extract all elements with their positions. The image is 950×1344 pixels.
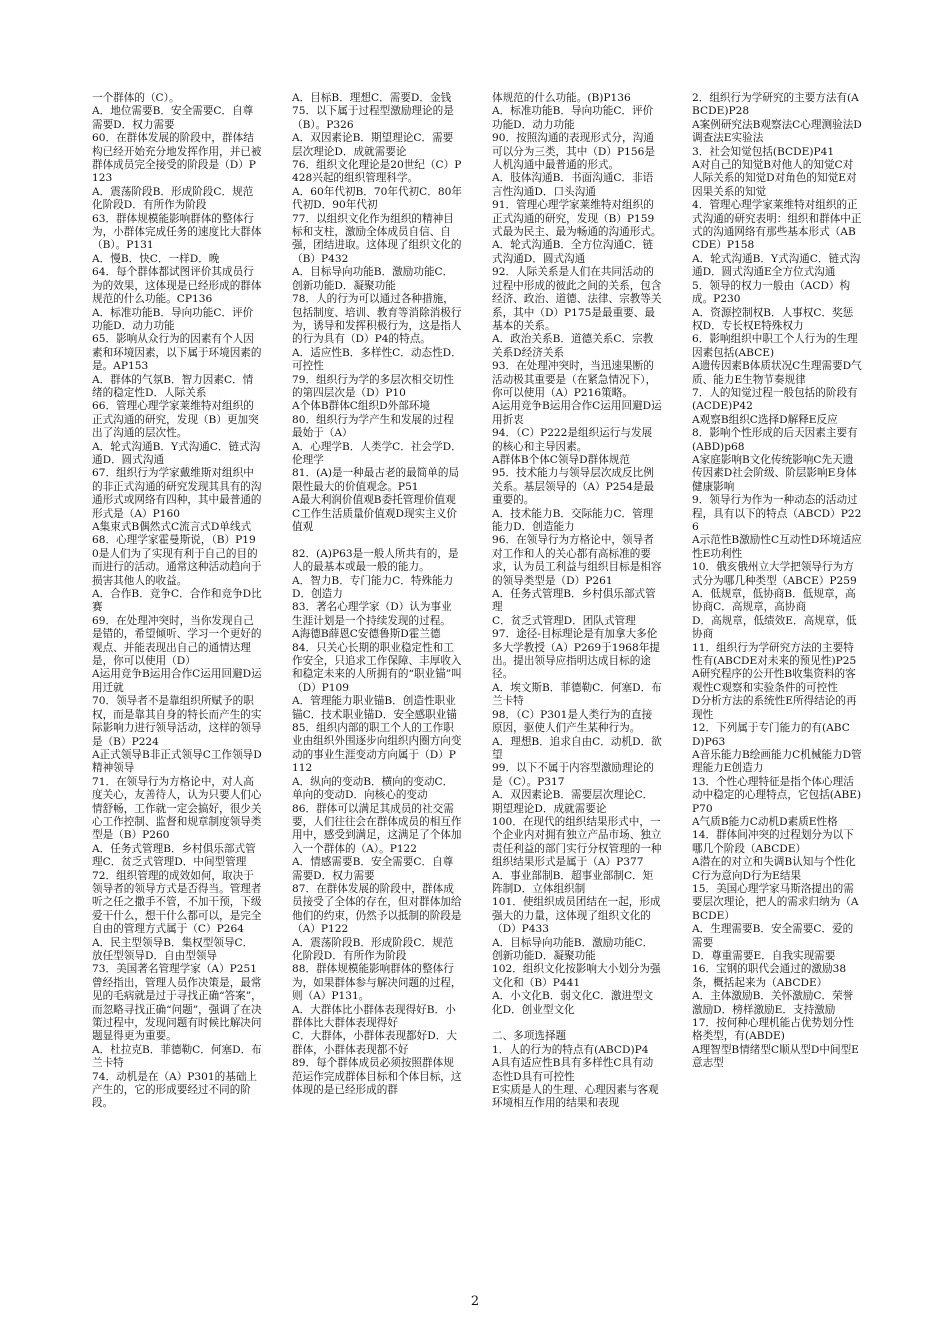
text-line: A理智型B情绪型C顺从型D中间型E意志型	[692, 1043, 859, 1070]
text-line: A家庭影响B文化传统影响C先天遗传因素D社会阶级、阶层影响E身体健康影响	[692, 453, 857, 493]
text-line: A．轮式沟通B．全方位沟通C．链式沟通D．圆式沟通	[492, 239, 654, 265]
text-line: A．轮式沟通B．Y式沟通C．链式沟通D．圆式沟通E全方位式沟通	[692, 252, 861, 279]
text-line: A研究程序的公开性B收集资料的客观性C观察和实验条件的可控性	[692, 668, 856, 694]
text-line: A．低规章，低协商B．低规章，高协商C．高规章，高协商	[692, 588, 856, 614]
text-line: 15．美国心理学家马斯洛提出的需要层次理论，把人的需求归纳为（ABCDE）	[692, 882, 859, 922]
text-line: A观察B组织C选择D解释E反应	[692, 413, 838, 426]
text-line: A．慢B．快C．一样D．晚	[92, 252, 220, 265]
text-line: A．技术能力B．交际能力C．管理能力D．创造能力	[492, 507, 654, 533]
text-line: A．政治关系B．道德关系C．宗教关系D经济关系	[492, 333, 654, 359]
text-line: 100．在现代的组织结果形式中，一个企业内对拥有独立产品市场、独立责任利益的部门实行分权管理的一种组织结果形式是属于（A）P377	[492, 815, 662, 869]
text-line: A．合作B．竞争C．合作和竞争D比赛	[92, 588, 262, 614]
text-line: 88．群体规模能影响群体的整体行为，如果群体参与解决问题的过程，则（A）P131。	[292, 963, 462, 1003]
text-line	[292, 534, 462, 547]
text-line: 69．在处理冲突时，当你发现自己是错的，希望倾听、学习一个更好的观点、并能表现出自己的通情达理是，你可以使用（D）	[92, 614, 262, 668]
text-line: 1．人的行为的特点有(ABCD)P4	[492, 1043, 649, 1056]
text-line: A．震荡阶段B．形成阶段C．规范化阶段D．有所作为阶段	[292, 936, 454, 962]
text-line: A．震荡阶段B．形成阶段C．规范化阶段D．有所作为阶段	[92, 185, 254, 212]
text-line: 96．在领导行为方格论中，领导者对工作和人的关心都有高标准的要求，认为员工利益与组织目标是相容的领导类型是（D）P261	[492, 534, 662, 587]
text-line: C．大群体，小群体表现都好D．大群体，小群体表现都不好	[292, 1030, 457, 1056]
text-line: A．生理需要B．安全需要C．爱的需要	[692, 923, 854, 949]
text-line	[492, 1017, 662, 1030]
text-line: 5．领导的权力一般由（ACD）构成。P230	[692, 279, 851, 306]
text-line: A．资源控制权B．人事权C．奖惩权D．专长权E特殊权力	[692, 306, 854, 332]
text-line: 16．宝钢的职代会通过的激励38条，概括起来为（ABCDE）	[692, 963, 847, 989]
text-line: 83．著名心理学家（D）认为事业生涯计划是一个持续发现的过程。	[292, 601, 452, 627]
text-line: 84．只关心长期的职业稳定性和工作安全，只追求工作保障、丰厚收入和稳定未来的人所拥有的“职业锚”叫（D）P109	[292, 641, 462, 694]
text-line: 77．以组织文化作为组织的精神目标和支柱，激励全体成员自信、自强，团结进取。这体现了组织文化的（B）P432	[292, 212, 462, 265]
text-line: 87．在群体发展的阶段中，群体成员接受了全体的存在，但对群体加给他们的约束，仍然予以抵制的阶段是（A）P122	[292, 882, 462, 936]
text-line: 65．影响从众行为的因素有个人因素和环境因素，以下属于环境因素的是。AP153	[92, 333, 262, 373]
text-line: 9．领导行为作为一种动态的活动过程，具有以下的特点（ABCD）P226	[692, 494, 862, 533]
text-line: A．60年代初B．70年代初C．80年代初D．90年代初	[292, 185, 462, 212]
text-line: A海德B薛恩C安德鲁斯D霍兰德	[292, 628, 441, 641]
text-line: E实质是人的生理、心理因素与客观环境相互作用的结果和表现	[492, 1084, 659, 1110]
text-line: 99．以下不属于内容型激励理论的是（C）。P317	[492, 762, 654, 788]
text-line: 17．按何种心理机能占优势划分性格类型，有(ABDE)	[692, 1017, 854, 1043]
text-line: 4．管理心理学家莱维特对组织的正式沟通的研究表明：组织和群体中正式的沟通网络有那些基本形式（ABCDE）P158	[692, 199, 862, 252]
text-line: A．目标B．理想C．需要D．金钱	[292, 92, 452, 104]
text-line: 102．组织文化按影响大小划分为强文化和（B）P441	[492, 963, 661, 989]
text-line: 60．在群体发展的阶段中，群体结构已经开始充分地发挥作用，并已被群体成员完全接受的阶段是（D）P123	[92, 132, 262, 185]
text-line: 78．人的行为可以通过各种措施，包括制度、培训、教育等消除消极行为，诱导和发挥积极行为，这是指人的行为具有（D）P4的特点。	[292, 293, 462, 346]
text-line: A．任务式管理B．乡村俱乐部式管理C．贫乏式管理D．中间型管理	[92, 842, 256, 869]
text-line: 89．每个群体成员必须按照群体规范运作完成群体目标和个体目标，这体现的是已经形成的群	[292, 1057, 462, 1097]
text-line: 86．群体可以满足其成员的社交需要，人们往往会在群体成员的相互作用中，感受到满足，这满足了个体加入一个群体的（A）。P122	[292, 802, 462, 855]
text-line: A．双因素论B．需要层次理论C．期望理论D．成就需要论	[492, 789, 654, 815]
text-line: 95．技术能力与领导层次成反比例关系。基层领导的（A）P254是最重要的。	[492, 467, 655, 507]
text-line: A．事业部制B．超事业部制C．矩阵制D．立体组织制	[492, 869, 654, 895]
text-line: A遗传因素B体质状况C生理需要D气质、能力E生物节奏规律	[692, 360, 862, 386]
text-line: 2．组织行为学研究的主要方法有(ABCDE)P28	[692, 92, 859, 118]
text-line: D．尊重需要E．自我实现需要	[692, 950, 836, 962]
text-line: 82．(A)P63是一般人所共有的，是人的最基本或最一般的能力。	[292, 547, 459, 574]
text-line: 90．按照沟通的表现形式分，沟通可以分为三类，其中（D）P156是人机沟通中最普通的形式。	[492, 132, 655, 172]
text-line: A．心理学B．人类学C．社会学D．伦理学	[292, 440, 462, 466]
text-line: A．杜拉克B．菲德勒C．何塞D．布兰卡特	[92, 1043, 262, 1070]
text-line: A集束式B偶然式C流言式D单线式	[92, 521, 252, 533]
text-line: 64．每个群体都试图评价其成员行为的效果，这体现是已经形成的群体规范的什么功能。CP136	[92, 266, 262, 306]
text-line: A．目标导向功能B．激励功能C．创新功能D．凝聚功能	[292, 266, 454, 292]
text-line: A．目标导向功能B．激励功能C．创新功能D．凝聚功能	[492, 936, 654, 962]
text-line: A．适应性B．多样性C．动态性D．可控性	[292, 346, 462, 373]
text-line: 8．影响个性形成的后天因素主要有(ABD)p68	[692, 427, 858, 453]
text-line: 74．动机是在（A）P301的基础上产生的，它的形成要经过不同的阶段。	[92, 1070, 258, 1110]
text-line: A．群体的气氛B．智力因素C．情绪的稳定性D．人际关系	[92, 373, 254, 399]
text-line: A具有适应性B具有多样性C具有动态性D具有可控性	[492, 1057, 654, 1083]
text-line: 73．美国著名管理学家（A）P251曾经指出，管理人员作决策是，最常见的毛病就是过于寻找正确“答案”，而忽略寻找正确“问题”，强调了在决策过程中，发现问题有时候比解决问题显得更为重要。	[92, 963, 262, 1043]
text-line: 6．影响组织中职工个人行为的生理因素包括(ABCE)	[692, 333, 858, 359]
text-line: A个体B群体C组织D外部环境	[292, 400, 430, 413]
text-line: A．民主型领导B．集权型领导C．放任型领导D．自由型领导	[92, 936, 254, 962]
text-line: 81．(A)是一种最古老的最简单的局限性最大的价值观念。P51	[292, 467, 460, 493]
text-line: 63．群体规模能影响群体的整体行为，小群体完成任务的速度比大群体（B）。P131	[92, 212, 262, 252]
text-line: A．纵向的变动B．横向的变动C．单向的变动D．向核心的变动	[292, 775, 454, 802]
text-line: 一个群体的（C）。	[92, 92, 180, 104]
text-line: 93．在处理冲突时，当迅速果断的活动极其重要是（在紧急情况下），你可以使用（A）P216策略。	[492, 360, 657, 399]
text-line: 68．心理学家霍曼斯说，（B）P190是人们为了实现有利于自己的目的而进行的活动。通常这种活动趋向于损害其他人的收益。	[92, 534, 262, 587]
text-line: A．小文化B．弱文化C．激进型文化D．创业型文化	[492, 990, 654, 1016]
text-line: A气质B能力C动机D素质E性格	[692, 815, 838, 828]
text-column-2	[292, 92, 462, 1268]
text-line: 94．（C）P222是组织运行与发展的核心和主导因素。	[492, 427, 653, 453]
text-column-4	[692, 92, 862, 1268]
text-line: A．地位需要B．安全需要C．自尊需要D．权力需要	[92, 105, 254, 131]
text-line: A．理想B．追求自由C．动机D．欲望	[492, 735, 662, 761]
text-line: A．标准功能B．导向功能C．评价功能D．动力功能	[492, 105, 654, 131]
text-line: 10．俄亥俄州立大学把领导行为方式分为哪几种类型（ABCE）P259	[692, 561, 857, 587]
text-line: 70．领导者不是靠组织所赋予的职权，而是靠其自身的特长而产生的实际影响力进行领导活动，这样的领导是（B）P224	[92, 695, 262, 748]
text-line: 66．管理心理学家莱维特对组织的正式沟通的研究，发现（B）更加突出了沟通的层次性。	[92, 400, 259, 440]
text-line: 71．在领导行为方格论中，对人高度关心，友善待人，认为只要人们心情舒畅，工作就一定会搞好，很少关心工作控制、监督和规章制度领导类型是（B）P260	[92, 775, 262, 842]
text-line: 13．个性心理特征是指个体心理活动中稳定的心理特点，它包括(ABE)P70	[692, 775, 862, 815]
text-column-3	[492, 92, 662, 1268]
text-line: A．双因素论B．期望理论C．需要层次理论D．成就需要论	[292, 132, 454, 158]
text-line: A．情感需要B．安全需要C．自尊需要D．权力需要	[292, 856, 454, 882]
text-line: A最大利润价值观B委托管理价值观C工作生活质量价值观D现实主义价值观	[292, 494, 457, 533]
text-line: 91．管理心理学家莱维特对组织的正式沟通的研究，发现（B）P159式最为民主、最为畅通的沟通形式。	[492, 199, 662, 239]
text-line: 12．下列属于专门能力的有(ABCD)P63	[692, 722, 850, 748]
text-line: 75．以下属于过程型激励理论的是（B）。P326	[292, 105, 454, 131]
text-line: A运用竞争B运用合作C运用回避D运用迁就	[92, 668, 262, 694]
text-line: A．任务式管理B．乡村俱乐部式管理	[492, 588, 656, 614]
text-line: 98．（C）P301是人类行为的直接原因，驱使人们产生某种行为。	[492, 708, 653, 735]
text-line: 79．组织行为学的多层次相交切性的第四层次是（D）P10	[292, 373, 454, 399]
text-line: A潜在的对立和失调B认知与个性化C行为意向D行为E结果	[692, 856, 856, 882]
text-line: 85．组织内部的职工个人的工作职业由组织外围逐步向组织内圈方向变动的事业生涯变动方向属于（D）P112	[292, 722, 462, 775]
text-line: 72．组织管理的成效如何，取决于领导者的领导方式是否得当。管理者听之任之撒手不管，不加干预，下级爱干什么，想干什么都可以，是完全自由的管理方式属于（C）P264	[92, 869, 262, 936]
text-line: A．埃文斯B．菲德勒C．何塞D．布兰卡特	[492, 681, 662, 708]
text-line: 二、多项选择题	[492, 1030, 567, 1043]
text-line: A正式领导B非正式领导C工作领导D精神领导	[92, 748, 262, 775]
text-line: C．贫乏式管理D．团队式管理	[492, 614, 636, 627]
text-line: A．大群体比小群体表现得好B．小群体比大群体表现得好	[292, 1003, 456, 1030]
text-line: D．高规章，低绩效E．高规章，低协商	[692, 614, 857, 641]
text-line: A．轮式沟通B．Y式沟通C．链式沟通D．圆式沟通	[92, 440, 261, 466]
text-line: 92．人际关系是人们在共同活动的过程中形成的彼此之间的关系，包含经济、政治、道德、法律、宗教等关系，其中（D）P175是最重要、最基本的关系。	[492, 266, 662, 332]
text-line: A．管理能力职业锚B．创造性职业锚C．技术职业锚D．安全感职业锚	[292, 695, 457, 721]
text-line: A．标准功能B．导向功能C．评价功能D．动力功能	[92, 306, 254, 332]
text-line: A．肢体沟通B．书面沟通C．非语言性沟通D．口头沟通	[492, 172, 654, 198]
text-line: 11．组织行为学研究方法的主要特性有(ABCDE对未来的预见性)P25	[692, 641, 857, 668]
text-line: A示范性B激励性C互动性D环境适应性E功利性	[692, 534, 862, 560]
text-line: A群体B个体C领导D群体规范	[492, 453, 630, 466]
text-line: 7．人的知觉过程一般包括的阶段有(ACDE)P42	[692, 386, 858, 413]
text-line: A．主体激励B．关怀激励C．荣誉激励D．榜样激励E．支持激励	[692, 990, 854, 1016]
text-line: 14．群体间冲突的过程划分为以下哪几个阶段（ABCDE）	[692, 829, 854, 855]
text-line: 3．社会知觉包括(BCDE)P41	[692, 145, 835, 158]
text-line: 体规范的什么功能。(B)P136	[492, 92, 631, 104]
text-line: A对自己的知觉B对他人的知觉C对人际关系的知觉D对角色的知觉E对因果关系的知觉	[692, 159, 857, 198]
page-number: 2	[470, 1294, 480, 1309]
text-line: 67．组织行为学家戴维斯对组织中的非正式沟通的研究发现其具有的沟通形式或网络有四种，其中最普通的形式是（A）P160	[92, 467, 262, 520]
text-line: 97．途径-目标理论是有加拿大多伦多大学教授（A）P269于1968年提出。提出领导应指明达成目标的途径。	[492, 628, 660, 681]
text-line: A案例研究法B观察法C心理测验法D调查法E实验法	[692, 118, 862, 145]
text-column-1	[92, 92, 262, 1268]
text-line: A音乐能力B绘画能力C机械能力D管理能力E创造力	[692, 748, 862, 775]
text-line: A．智力B．专门能力C．特殊能力D．创造力	[292, 574, 454, 601]
text-line: A运用竞争B运用合作C运用回避D运用折衷	[492, 400, 662, 426]
text-line: 101．使组织成员团结在一起，形成强大的力量，这体现了组织文化的（D）P433	[492, 896, 661, 936]
text-line: 76．组织文化理论是20世纪（C）P428兴起的组织管理科学。	[292, 159, 462, 185]
text-line: 80．组织行为学产生和发展的过程最始于（A）	[292, 413, 454, 440]
text-line: D分析方法的系统性E所得结论的再现性	[692, 695, 857, 721]
